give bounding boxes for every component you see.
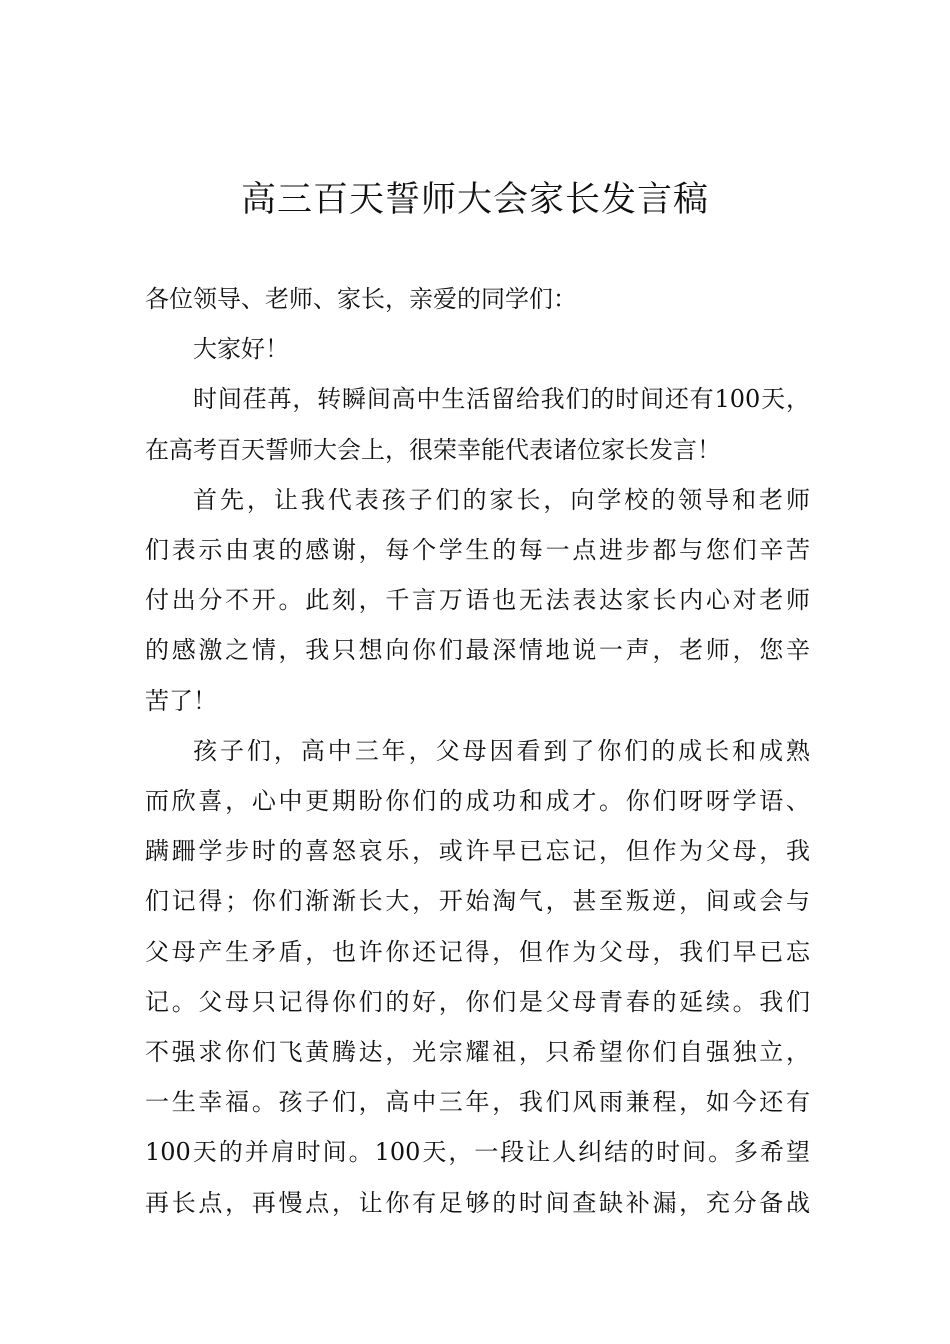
body-line: 首先，让我代表孩子们的家长，向学校的领导和老师 [193, 485, 810, 514]
body-line: 而欣喜，心中更期盼你们的成功和成才。你们呀呀学语、 [145, 787, 810, 815]
body-line: 记。父母只记得你们的好，你们是父母青春的延续。我们 [145, 987, 810, 1016]
body-line: 孩子们，高中三年，父母因看到了你们的成长和成熟 [193, 736, 810, 765]
body-line: 苦了！ [145, 686, 217, 715]
document-title: 高三百天誓师大会家长发言稿 [240, 180, 709, 220]
body-line: 们表示由衷的感谢，每个学生的每一点进步都与您们辛苦 [145, 536, 810, 564]
body-line: 大家好！ [193, 335, 289, 364]
body-line: 付出分不开。此刻，千言万语也无法表达家长内心对老师 [145, 586, 810, 615]
body-line: 在高考百天誓师大会上，很荣幸能代表诸位家长发言！ [145, 435, 721, 464]
body-line: 的感激之情，我只想向你们最深情地说一声，老师，您辛 [145, 636, 810, 665]
body-line: 父母产生矛盾，也许你还记得，但作为父母，我们早已忘 [145, 937, 810, 966]
body-line: 一生幸福。孩子们，高中三年，我们风雨兼程，如今还有 [145, 1088, 810, 1117]
body-line: 再长点，再慢点，让你有足够的时间查缺补漏，充分备战 [145, 1188, 810, 1217]
body-line: 蹒跚学步时的喜怒哀乐，或许早已忘记，但作为父母，我 [145, 837, 810, 866]
body-line: 各位领导、老师、家长，亲爱的同学们： [145, 285, 577, 313]
body-line: 不强求你们飞黄腾达，光宗耀祖，只希望你们自强独立， [145, 1038, 810, 1066]
body-line: 们记得；你们渐渐长大，开始淘气，甚至叛逆，间或会与 [145, 887, 810, 916]
body-line: 100天的并肩时间。100天，一段让人纠结的时间。多希望 [145, 1138, 810, 1167]
body-line: 时间荏苒，转瞬间高中生活留给我们的时间还有100天， [193, 385, 810, 414]
